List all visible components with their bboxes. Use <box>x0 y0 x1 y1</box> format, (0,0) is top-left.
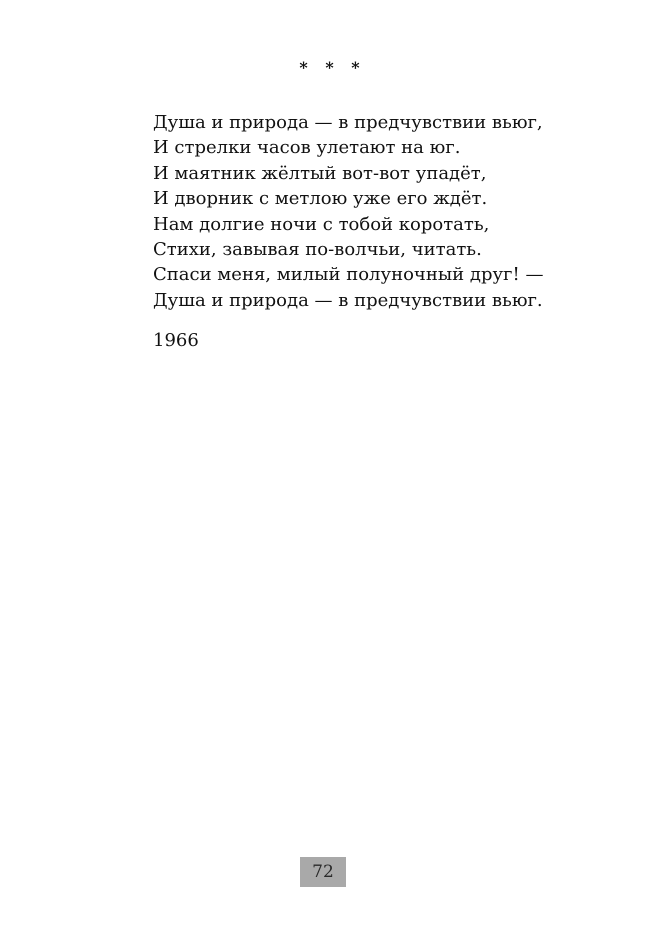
poem-line: Душа и природа — в предчувствии вьюг. <box>153 289 543 311</box>
poem-line: Душа и природа — в предчувствии вьюг, <box>153 112 543 133</box>
poem-line: Стихи, завывая по-волчьи, читать. <box>153 239 482 261</box>
poem-year: 1966 <box>153 330 199 351</box>
poem-line: Спаси меня, милый полуночный друг! — <box>153 264 544 286</box>
page-number-badge <box>300 857 346 887</box>
poem-line: Нам долгие ночи с тобой коротать, <box>153 213 490 235</box>
section-separator: * * * <box>299 58 366 77</box>
poem-line: И дворник с метлою уже его ждёт. <box>153 188 488 210</box>
poem-line: И стрелки часов улетают на юг. <box>153 137 461 159</box>
page-number: 72 <box>312 862 334 882</box>
poem-line: И маятник жёлтый вот-вот упадёт, <box>153 162 487 184</box>
poem-body <box>153 110 573 313</box>
